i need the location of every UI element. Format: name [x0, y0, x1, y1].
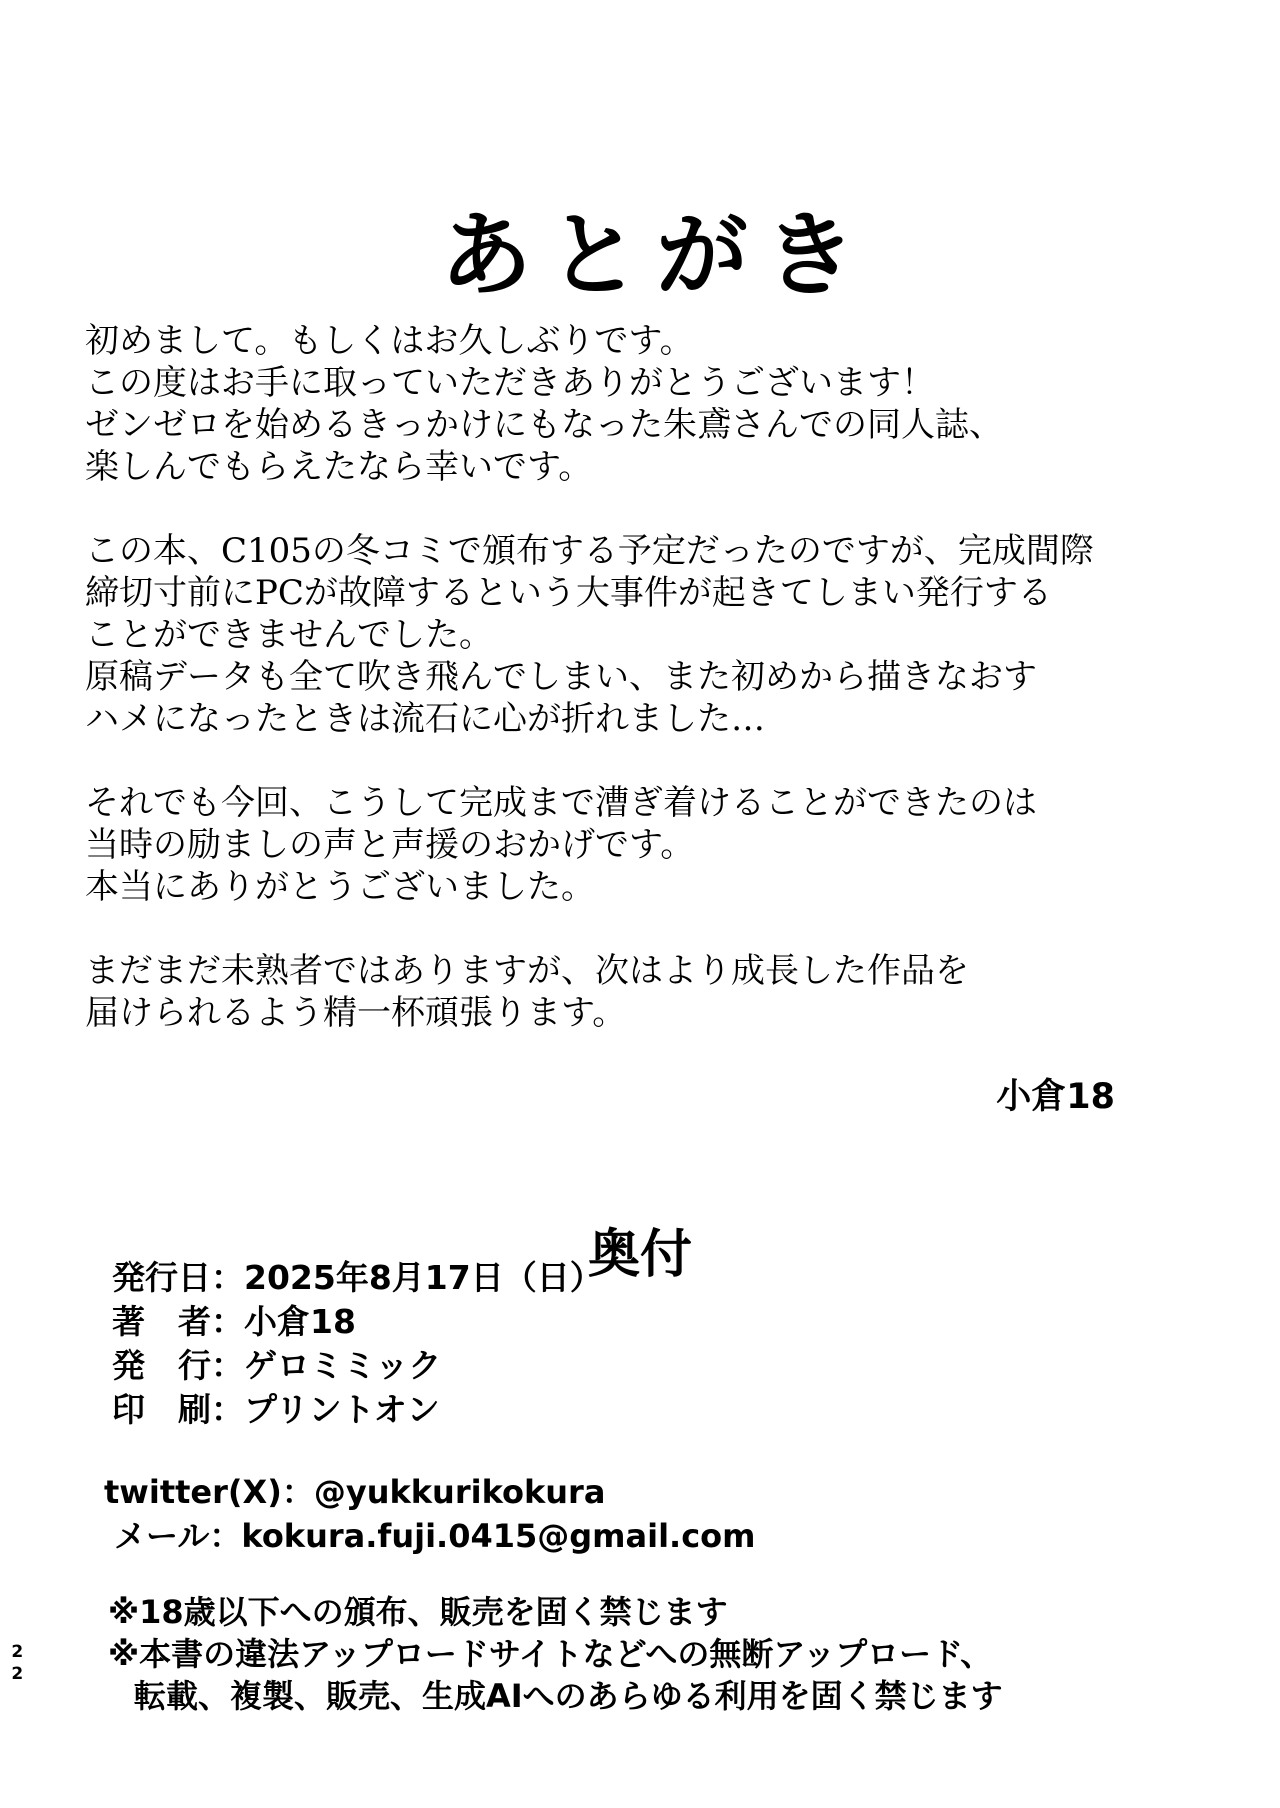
afterword-paragraph-greeting	[85, 320, 1115, 488]
body-line: 当時の励ましの声と声援のおかげです。	[85, 825, 695, 865]
colophon-separator: ：	[211, 1390, 244, 1429]
email-address: kokura.fuji.0415@gmail.com	[241, 1517, 756, 1555]
colophon-label: 発 行	[112, 1346, 211, 1385]
afterword-paragraph-pc-trouble	[85, 530, 1115, 740]
colophon-value: プリントオン	[244, 1390, 440, 1429]
afterword-body	[85, 320, 1115, 1118]
body-line: 楽しんでもらえたなら幸いです。	[85, 447, 593, 487]
contact-row-email	[114, 1514, 755, 1558]
body-line: まだまだ未熟者ではありますが、次はより成長した作品を	[85, 951, 969, 991]
colophon-label: 著 者	[112, 1302, 211, 1341]
afterword-title: あとがき	[439, 200, 872, 309]
body-line: ゼンゼロを始めるきっかけにもなった朱鳶さんでの同人誌、	[85, 405, 1003, 445]
contact-separator: ：	[209, 1517, 242, 1555]
body-line: 本当にありがとうございました。	[85, 867, 595, 907]
afterword-paragraph-closing	[85, 950, 1115, 1034]
colophon-separator: ：	[211, 1346, 244, 1385]
notice-no-upload: ※本書の違法アップロードサイトなどへの無断アップロード、	[108, 1635, 993, 1673]
colophon-separator: ：	[211, 1302, 244, 1341]
colophon-row-printer	[112, 1388, 603, 1432]
colophon-label: 発行日	[112, 1258, 211, 1297]
colophon-row-author	[112, 1300, 603, 1344]
page-number: 22	[7, 1642, 28, 1686]
afterword-paragraph-thanks	[85, 782, 1115, 908]
body-line: 締切寸前にPCが故障するという大事件が起きてしまい発行する	[85, 573, 1052, 613]
colophon-value: 小倉18	[244, 1302, 356, 1341]
notice-age-restriction: ※18歳以下への頒布、販売を固く禁じます	[108, 1593, 728, 1631]
colophon-separator: ：	[211, 1258, 244, 1297]
body-line: 届けられるよう精一杯頑張ります。	[85, 993, 627, 1033]
colophon-label: 印 刷	[112, 1390, 211, 1429]
contact-label: メール	[114, 1517, 210, 1555]
contact-separator: ：	[281, 1473, 314, 1511]
colophon-value: 2025年8月17日（日）	[244, 1258, 603, 1297]
body-line: この度はお手に取っていただきありがとうございます！	[85, 363, 935, 403]
colophon-value: ゲロミミック	[244, 1346, 442, 1385]
colophon-row-publish-date	[112, 1256, 603, 1300]
body-line: ハメになったときは流石に心が折れました…	[85, 699, 765, 739]
legal-notices	[108, 1591, 1003, 1717]
colophon-row-publisher	[112, 1344, 603, 1388]
body-line: ことができませんでした。	[85, 615, 493, 655]
colophon-title: 奥付	[587, 1225, 692, 1286]
body-line: 原稿データも全て吹き飛んでしまい、また初めから描きなおす	[85, 657, 1037, 697]
body-line: 初めまして。もしくはお久しぶりです。	[85, 321, 694, 361]
contact-row-twitter	[104, 1470, 755, 1514]
colophon-rows	[112, 1256, 603, 1432]
contact-info	[104, 1470, 755, 1558]
twitter-handle: @yukkurikokura	[313, 1473, 606, 1511]
body-line: それでも今回、こうして完成まで漕ぎ着けることができたのは	[85, 783, 1037, 823]
body-line: この本、C105の冬コミで頒布する予定だったのですが、完成間際	[85, 531, 1094, 571]
author-signature: 小倉18	[996, 1077, 1115, 1117]
contact-label: twitter(X)	[104, 1473, 282, 1511]
notice-no-reuse: 転載、複製、販売、生成AIへのあらゆる利用を固く禁じます	[134, 1677, 1003, 1715]
